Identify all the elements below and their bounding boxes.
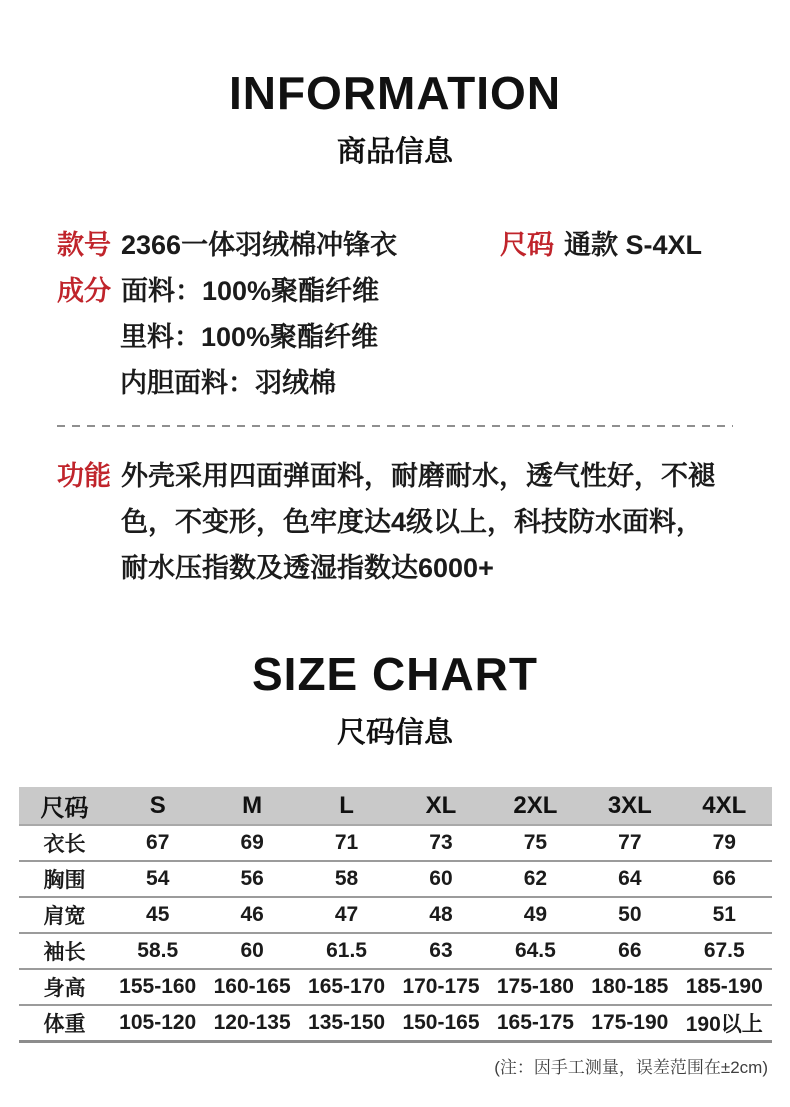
size-cell: 58.5 bbox=[111, 933, 205, 969]
composition-row bbox=[57, 360, 790, 406]
model-label: 款号 bbox=[57, 230, 111, 260]
composition-line-1: 面料：100%聚酯纤维 bbox=[121, 276, 380, 306]
row-label: 衣长 bbox=[43, 833, 86, 856]
size-chart-header bbox=[0, 648, 790, 751]
size-cell: 170-175 bbox=[394, 969, 488, 1005]
function-text bbox=[121, 453, 751, 591]
size-cell: 160-165 bbox=[205, 969, 299, 1005]
size-cell: 47 bbox=[299, 897, 393, 933]
size-cell: 67.5 bbox=[677, 933, 771, 969]
composition-row bbox=[57, 268, 790, 314]
size-cell: 150-165 bbox=[394, 1005, 488, 1041]
size-cell: 180-185 bbox=[583, 969, 677, 1005]
table-row bbox=[19, 969, 772, 1005]
size-cell: 66 bbox=[583, 933, 677, 969]
size-chart-title-en: SIZE CHART bbox=[252, 648, 538, 700]
size-chart-col-header: XL bbox=[394, 787, 488, 825]
composition-line-3: 内胆面料：羽绒棉 bbox=[120, 368, 336, 398]
composition-row bbox=[57, 314, 790, 360]
size-cell: 165-175 bbox=[488, 1005, 582, 1041]
size-cell: 66 bbox=[677, 861, 771, 897]
size-label: 尺码 bbox=[500, 230, 554, 260]
table-row bbox=[19, 1005, 772, 1041]
composition-line-2: 里料：100%聚酯纤维 bbox=[120, 322, 379, 352]
size-cell: 63 bbox=[394, 933, 488, 969]
size-cell: 105-120 bbox=[111, 1005, 205, 1041]
function-line-3: 耐水压指数及透湿指数达6000+ bbox=[121, 553, 494, 583]
size-chart-table bbox=[19, 787, 772, 1043]
size-cell: 64.5 bbox=[488, 933, 582, 969]
size-cell: 50 bbox=[583, 897, 677, 933]
info-header bbox=[0, 0, 790, 170]
size-cell: 77 bbox=[618, 831, 642, 854]
size-cell: 56 bbox=[205, 861, 299, 897]
size-cell: 120-135 bbox=[205, 1005, 299, 1041]
function-line-2: 色，不变形，色牢度达4级以上，科技防水面料， bbox=[121, 507, 704, 537]
size-cell: 73 bbox=[429, 831, 453, 854]
size-cell: 48 bbox=[394, 897, 488, 933]
size-value: 通款 S-4XL bbox=[564, 230, 703, 260]
function-section bbox=[0, 453, 790, 591]
size-cell: 155-160 bbox=[111, 969, 205, 1005]
size-chart-col-header: M bbox=[205, 787, 299, 825]
size-cell: 165-170 bbox=[299, 969, 393, 1005]
size-cell: 54 bbox=[111, 861, 205, 897]
size-cell: 135-150 bbox=[299, 1005, 393, 1041]
size-cell: 60 bbox=[205, 933, 299, 969]
size-cell: 79 bbox=[712, 831, 736, 854]
row-label: 体重 bbox=[19, 1005, 111, 1041]
size-row bbox=[500, 222, 702, 268]
product-specs bbox=[0, 222, 790, 406]
size-cell: 60 bbox=[394, 861, 488, 897]
size-chart-col-header: 3XL bbox=[583, 787, 677, 825]
size-chart-body bbox=[19, 825, 772, 1041]
function-label: 功能 bbox=[57, 461, 111, 491]
size-chart-col-header: L bbox=[299, 787, 393, 825]
row-label: 肩宽 bbox=[19, 897, 111, 933]
row-label: 胸围 bbox=[19, 861, 111, 897]
model-row bbox=[57, 222, 790, 268]
size-cell: 190以上 bbox=[677, 1005, 771, 1041]
info-title-en: INFORMATION bbox=[228, 67, 562, 119]
table-row bbox=[19, 861, 772, 897]
size-cell: 64 bbox=[583, 861, 677, 897]
size-cell: 175-180 bbox=[488, 969, 582, 1005]
dashed-divider bbox=[57, 425, 733, 427]
size-cell: 69 bbox=[240, 831, 264, 854]
size-chart-title-zh: 尺码信息 bbox=[336, 717, 453, 749]
size-cell: 45 bbox=[111, 897, 205, 933]
row-label: 袖长 bbox=[19, 933, 111, 969]
row-label: 身高 bbox=[19, 969, 111, 1005]
size-chart-col-header: 4XL bbox=[677, 787, 771, 825]
size-cell: 49 bbox=[488, 897, 582, 933]
size-cell: 46 bbox=[205, 897, 299, 933]
size-cell: 62 bbox=[488, 861, 582, 897]
size-chart-col-header: S bbox=[111, 787, 205, 825]
function-line-1: 外壳采用四面弹面料，耐磨耐水，透气性好，不褪 bbox=[121, 461, 715, 491]
size-cell: 51 bbox=[677, 897, 771, 933]
info-title-zh: 商品信息 bbox=[336, 136, 453, 168]
table-row bbox=[19, 933, 772, 969]
size-cell: 67 bbox=[146, 831, 170, 854]
composition-label: 成分 bbox=[57, 276, 111, 306]
size-cell: 75 bbox=[523, 831, 548, 854]
measurement-note: (注：因手工测量，误差范围在±2cm) bbox=[494, 1057, 768, 1077]
model-value: 2366一体羽绒棉冲锋衣 bbox=[121, 230, 398, 260]
size-cell: 185-190 bbox=[677, 969, 771, 1005]
size-chart-corner-header: 尺码 bbox=[19, 787, 111, 825]
size-cell: 71 bbox=[334, 831, 359, 854]
size-cell: 175-190 bbox=[583, 1005, 677, 1041]
size-chart-col-header: 2XL bbox=[488, 787, 582, 825]
size-chart-header-row bbox=[19, 787, 772, 825]
table-row bbox=[19, 825, 772, 861]
size-chart-head bbox=[19, 787, 772, 825]
table-row bbox=[19, 897, 772, 933]
size-cell: 58 bbox=[299, 861, 393, 897]
size-cell: 61.5 bbox=[299, 933, 393, 969]
